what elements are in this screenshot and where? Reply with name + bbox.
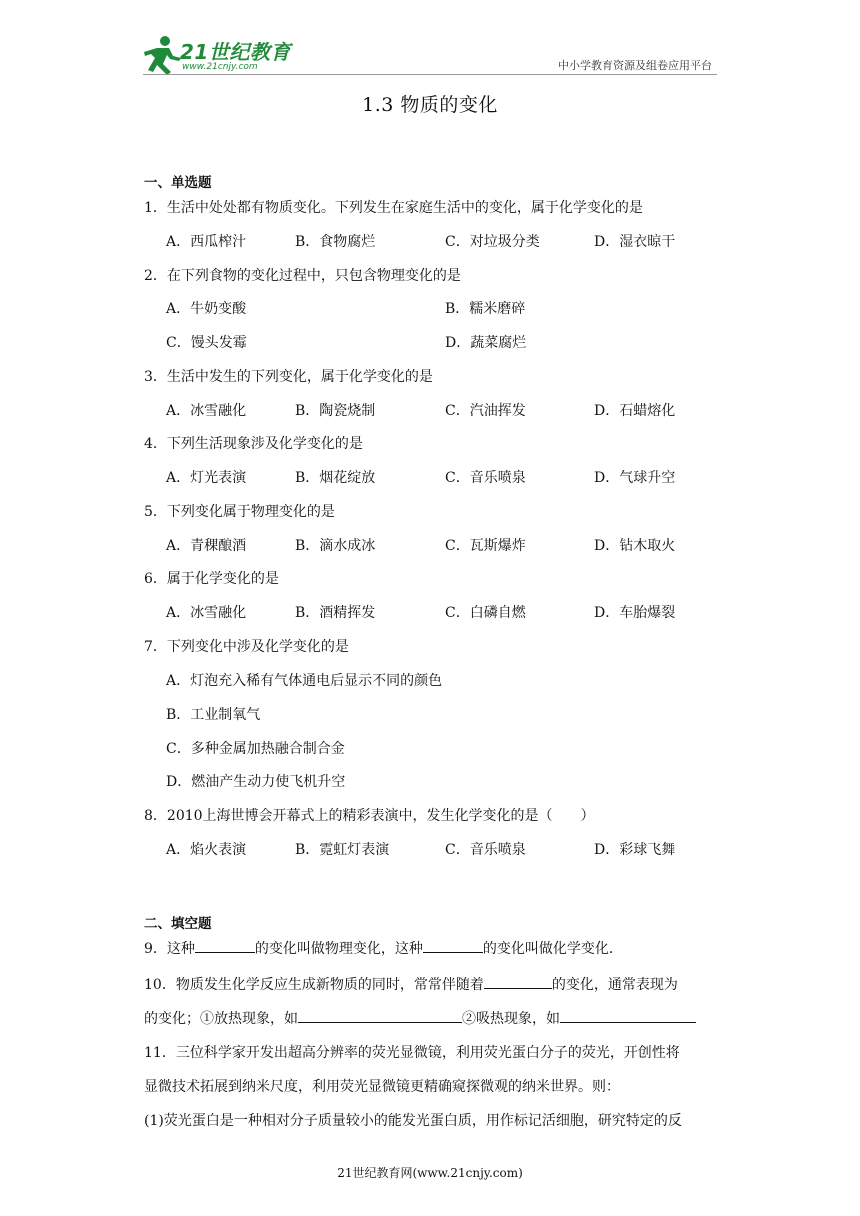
question-4-option-b[interactable]: B．烟花绽放 xyxy=(295,470,376,486)
question-9-text-2: 的变化叫做物理变化，这种 xyxy=(254,941,423,957)
question-5-option-c[interactable]: C．瓦斯爆炸 xyxy=(445,538,526,554)
question-1-option-a[interactable]: A．西瓜榨汁 xyxy=(166,234,247,250)
question-7-option-b[interactable]: B．工业制氧气 xyxy=(166,707,261,723)
platform-label: 中小学教育资源及组卷应用平台 xyxy=(558,59,712,72)
question-3-option-c[interactable]: C．汽油挥发 xyxy=(445,403,526,419)
question-3-option-b[interactable]: B．陶瓷烧制 xyxy=(295,403,376,419)
question-2-option-c[interactable]: C．馒头发霉 xyxy=(166,335,247,351)
question-10-text-1: 10．物质发生化学反应生成新物质的同时，常常伴随着 xyxy=(144,977,484,993)
question-10-line-1 xyxy=(144,974,678,994)
logo-text: 21世纪教育 xyxy=(180,40,291,64)
question-11-line-1: 11．三位科学家开发出超高分辨率的荧光显微镜，利用荧光蛋白分子的荧光，开创性将 xyxy=(144,1045,680,1061)
question-3-option-a[interactable]: A．冰雪融化 xyxy=(166,403,247,419)
question-3-stem: 3．生活中发生的下列变化，属于化学变化的是 xyxy=(144,369,433,385)
question-10-text-4: ②吸热现象，如 xyxy=(462,1011,560,1027)
question-9-blank-2[interactable] xyxy=(423,938,483,953)
question-8-option-c[interactable]: C．音乐喷泉 xyxy=(445,842,526,858)
question-1-option-b[interactable]: B．食物腐烂 xyxy=(295,234,376,250)
question-9-text-1: 9．这种 xyxy=(144,941,195,957)
question-2-option-a[interactable]: A．牛奶变酸 xyxy=(166,301,247,317)
question-1-option-c[interactable]: C．对垃圾分类 xyxy=(445,234,540,250)
question-9 xyxy=(144,938,623,958)
question-10-blank-2[interactable] xyxy=(298,1008,462,1023)
question-1-option-d[interactable]: D．湿衣晾干 xyxy=(594,234,676,250)
question-4-option-d[interactable]: D．气球升空 xyxy=(594,470,676,486)
question-10-line-2 xyxy=(144,1008,696,1028)
question-5-option-a[interactable]: A．青稞酿酒 xyxy=(166,538,247,554)
question-6-option-d[interactable]: D．车胎爆裂 xyxy=(594,605,676,621)
page-footer: 21世纪教育网(www.21cnjy.com) xyxy=(337,1166,523,1180)
question-10-text-2: 的变化，通常表现为 xyxy=(551,977,678,993)
question-11-line-2: 显微技术拓展到纳米尺度，利用荧光显微镜更精确窥探微观的纳米世界。则： xyxy=(144,1079,620,1095)
question-4-stem: 4．下列生活现象涉及化学变化的是 xyxy=(144,436,363,452)
question-7-option-c[interactable]: C．多种金属加热融合制合金 xyxy=(166,741,345,757)
question-6-option-b[interactable]: B．酒精挥发 xyxy=(295,605,376,621)
question-8-stem: 8．2010上海世博会开幕式上的精彩表演中，发生化学变化的是（ ） xyxy=(144,808,595,824)
question-7-stem: 7．下列变化中涉及化学变化的是 xyxy=(144,639,349,655)
section-heading-fill-blank: 二、填空题 xyxy=(144,916,212,932)
question-4-option-c[interactable]: C．音乐喷泉 xyxy=(445,470,526,486)
question-2-option-d[interactable]: D．蔬菜腐烂 xyxy=(445,335,527,351)
question-1-stem: 1．生活中处处都有物质变化。下列发生在家庭生活中的变化，属于化学变化的是 xyxy=(144,200,643,216)
question-5-stem: 5．下列变化属于物理变化的是 xyxy=(144,504,335,520)
question-8-option-a[interactable]: A．焰火表演 xyxy=(166,842,247,858)
question-3-option-d[interactable]: D．石蜡熔化 xyxy=(594,403,676,419)
question-2-option-b[interactable]: B．糯米磨碎 xyxy=(445,301,526,317)
question-9-text-3: 的变化叫做化学变化． xyxy=(482,941,623,957)
page-title: 1.3 物质的变化 xyxy=(362,94,498,116)
question-6-option-c[interactable]: C．白磷自燃 xyxy=(445,605,526,621)
logo-url: www.21cnjy.com xyxy=(182,62,258,72)
question-8-option-b[interactable]: B．霓虹灯表演 xyxy=(295,842,390,858)
question-10-text-3: 的变化；①放热现象，如 xyxy=(144,1011,298,1027)
section-heading-single-choice: 一、单选题 xyxy=(144,175,212,191)
question-5-option-b[interactable]: B．滴水成冰 xyxy=(295,538,376,554)
question-6-stem: 6．属于化学变化的是 xyxy=(144,571,279,587)
question-9-blank-1[interactable] xyxy=(195,938,255,953)
question-10-blank-1[interactable] xyxy=(484,974,552,989)
question-11-line-3: (1)荧光蛋白是一种相对分子质量较小的能发光蛋白质，用作标记活细胞，研究特定的反 xyxy=(144,1113,682,1129)
header-divider xyxy=(143,74,717,75)
question-6-option-a[interactable]: A．冰雪融化 xyxy=(166,605,247,621)
question-4-option-a[interactable]: A．灯光表演 xyxy=(166,470,247,486)
question-7-option-d[interactable]: D．燃油产生动力使飞机升空 xyxy=(166,774,346,790)
question-10-blank-3[interactable] xyxy=(560,1008,696,1023)
question-7-option-a[interactable]: A．灯泡充入稀有气体通电后显示不同的颜色 xyxy=(166,673,443,689)
question-2-stem: 2．在下列食物的变化过程中，只包含物理变化的是 xyxy=(144,268,461,284)
question-8-option-d[interactable]: D．彩球飞舞 xyxy=(594,842,676,858)
question-5-option-d[interactable]: D．钻木取火 xyxy=(594,538,676,554)
